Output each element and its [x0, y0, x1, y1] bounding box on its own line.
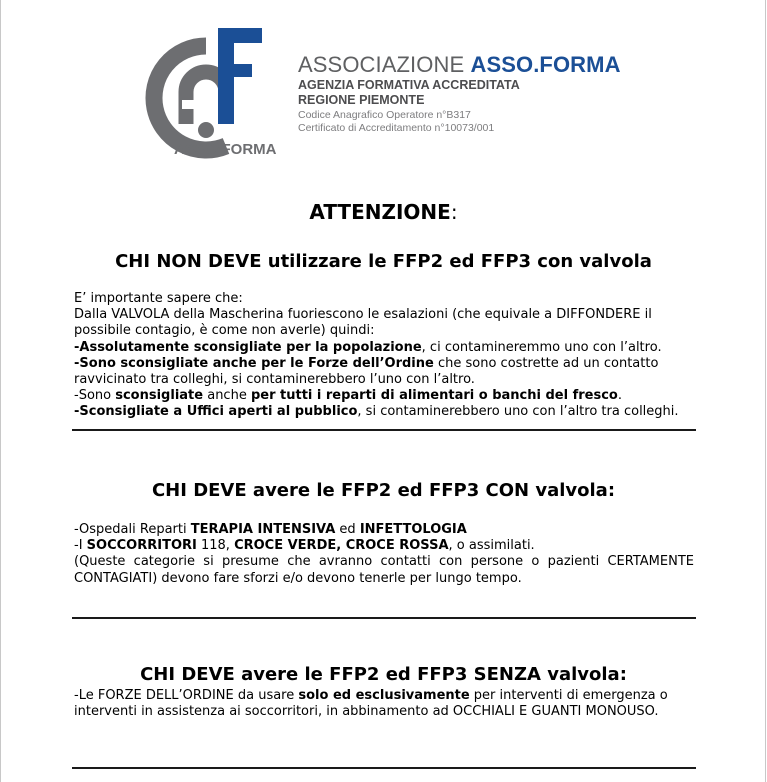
accreditation-cert: Certificato di Accreditamento n°10073/001 [298, 122, 495, 134]
assoforma-logo [134, 26, 282, 160]
logo-lettering: ASSO·FORMA [174, 141, 277, 158]
section1-bullet: -Assolutamente sconsigliate per la popolazione, ci contamineremmo uno con l’altro. [74, 339, 662, 355]
section3-line: interventi in assistenza ai soccorritori, in abbinamento ad OCCHIALI E GUANTI MONOUSO. [74, 704, 659, 720]
section1-bullet: -Sconsigliate a Uffici aperti al pubblico, si contaminerebbero uno con l’altro tra colleghi. [74, 404, 679, 420]
section2-line: CONTAGIATI) devono fare sforzi e/o devono tenerle per lungo tempo. [74, 570, 522, 586]
section2-line: -I SOCCORRITORI 118, CROCE VERDE, CROCE ROSSA, o assimilati. [74, 538, 535, 554]
agency-line: AGENZIA FORMATIVA ACCREDITATA [298, 78, 520, 92]
divider [72, 767, 696, 769]
operator-code: Codice Anagrafico Operatore n°B317 [298, 109, 471, 121]
divider [72, 617, 696, 619]
divider [72, 429, 696, 431]
section1-line: ravvicinato tra colleghi, si contaminerebbero l’uno con l’altro. [74, 372, 475, 388]
section3-body [74, 688, 694, 720]
section1-intro: E’ importante sapere che: [74, 291, 243, 306]
region-line: REGIONE PIEMONTE [298, 93, 425, 107]
section1-line: Dalla VALVOLA della Mascherina fuoriescono le esalazioni (che equivale a DIFFONDERE il [74, 307, 652, 323]
section1-bullet: -Sono sconsigliate anche per le Forze dell’Ordine che sono costrette ad un contatto [74, 355, 659, 371]
section1-heading: CHI NON DEVE utilizzare le FFP2 ed FFP3 con valvola [115, 251, 652, 272]
section2-body [74, 522, 694, 587]
section2-line: (Queste categorie si presume che avranno contatti con persone o pazienti CERTAMENTE [74, 554, 694, 570]
section1-line: possibile contagio, è come non averle) quindi: [74, 323, 375, 339]
association-name: ASSOCIAZIONE ASSO.FORMA [298, 52, 621, 77]
section3-heading: CHI DEVE avere le FFP2 ed FFP3 SENZA valvola: [140, 664, 627, 685]
section1-bullet: -Sono sconsigliate anche per tutti i reparti di alimentari o banchi del fresco. [74, 388, 622, 404]
page-title: ATTENZIONE: [309, 200, 458, 224]
section3-line: -Le FORZE DELL’ORDINE da usare solo ed esclusivamente per interventi di emergenza o [74, 688, 668, 703]
association-header [298, 52, 621, 135]
section1-body [74, 291, 694, 421]
section2-heading: CHI DEVE avere le FFP2 ed FFP3 CON valvola: [151, 480, 616, 501]
section2-line: -Ospedali Reparti TERAPIA INTENSIVA ed INFETTOLOGIA [74, 522, 467, 537]
